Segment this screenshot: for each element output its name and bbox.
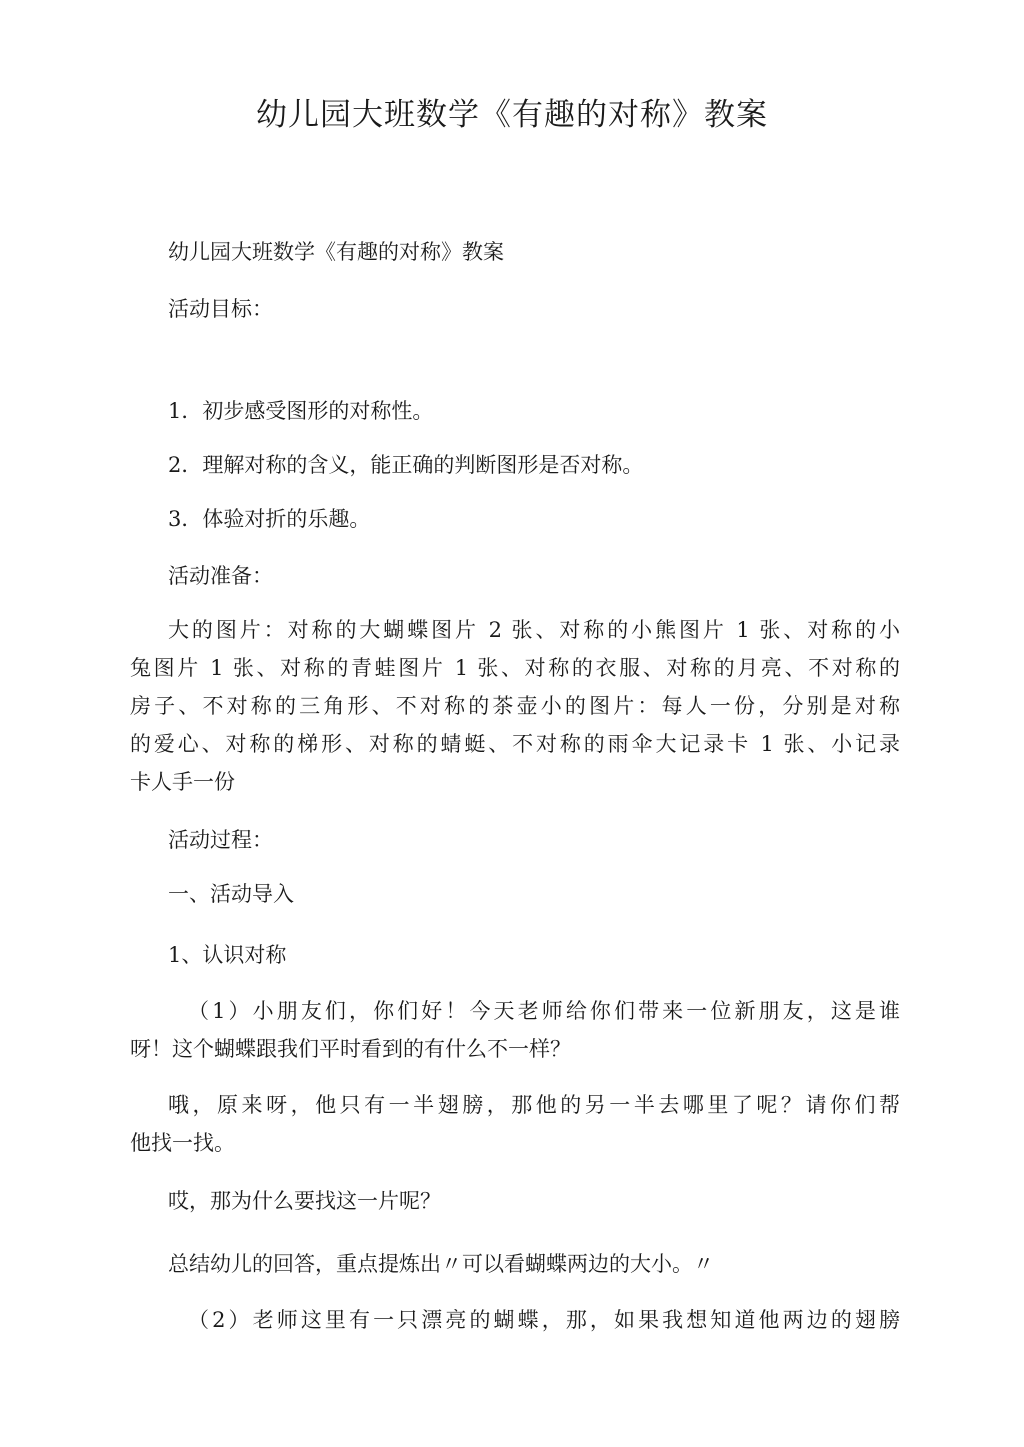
subsection-heading: 一、活动导入	[168, 882, 294, 906]
goal-item-1: 1．初步感受图形的对称性。	[168, 399, 434, 423]
paragraph-line: 大的图片：对称的大蝴蝶图片 2 张、对称的小熊图片 1 张、对称的小	[168, 618, 900, 642]
subtitle-line: 幼儿园大班数学《有趣的对称》教案	[168, 240, 504, 264]
goal-item-3: 3．体验对折的乐趣。	[168, 507, 371, 531]
paragraph-line: （2）老师这里有一只漂亮的蝴蝶，那，如果我想知道他两边的翅膀	[188, 1308, 900, 1332]
paragraph-line: 总结幼儿的回答，重点提炼出〃可以看蝴蝶两边的大小。〃	[168, 1252, 714, 1276]
paragraph-line: 卡人手一份	[130, 770, 235, 794]
section-heading-process: 活动过程：	[168, 828, 273, 852]
paragraph-line: 兔图片 1 张、对称的青蛙图片 1 张、对称的衣服、对称的月亮、不对称的	[130, 656, 900, 680]
paragraph-line: 他找一找。	[130, 1131, 235, 1155]
paragraph-line: 哎，那为什么要找这一片呢？	[168, 1189, 441, 1213]
goal-item-2: 2．理解对称的含义，能正确的判断图形是否对称。	[168, 453, 644, 477]
section-heading-goals: 活动目标：	[168, 297, 273, 321]
paragraph-line: 哦，原来呀，他只有一半翅膀，那他的另一半去哪里了呢？请你们帮	[168, 1093, 900, 1117]
paragraph-line: 房子、不对称的三角形、不对称的茶壶小的图片：每人一份，分别是对称	[130, 694, 900, 718]
paragraph-line: 的爱心、对称的梯形、对称的蜻蜓、不对称的雨伞大记录卡 1 张、小记录	[130, 732, 900, 756]
paragraph-line: 呀！这个蝴蝶跟我们平时看到的有什么不一样？	[130, 1037, 571, 1061]
section-heading-preparation: 活动准备：	[168, 564, 273, 588]
paragraph-line: （1）小朋友们，你们好！今天老师给你们带来一位新朋友，这是谁	[188, 999, 900, 1023]
page-title: 幼儿园大班数学《有趣的对称》教案	[256, 97, 768, 133]
subsection-heading: 1、认识对称	[168, 943, 287, 967]
